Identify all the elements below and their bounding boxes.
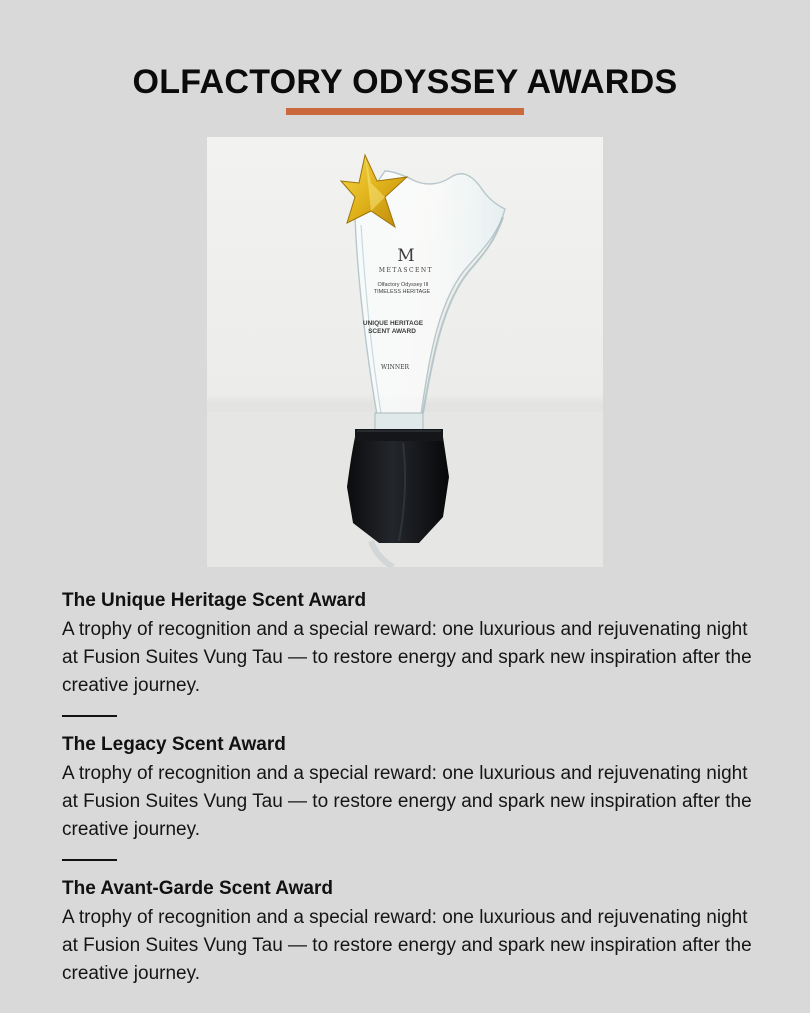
award-item [62, 877, 762, 988]
divider [62, 715, 117, 717]
award-line-2: SCENT AWARD [368, 328, 416, 335]
page-title: OLFACTORY ODYSSEY AWARDS [132, 62, 678, 101]
trophy-illustration [207, 137, 603, 567]
award-title: The Legacy Scent Award [62, 734, 286, 755]
award-line-1: UNIQUE HERITAGE [362, 320, 424, 327]
award-description: A trophy of recognition and a special reward: one luxurious and rejuvenating night at Fusion Suites Vung Tau — to restore energy and spark new inspiration after the creative journey. [62, 907, 752, 984]
brand-mark: M [397, 246, 415, 266]
event-line-2: TIMELESS HERITAGE [373, 289, 431, 295]
awards-list [62, 589, 762, 988]
award-title: The Unique Heritage Scent Award [62, 590, 367, 611]
divider [62, 859, 117, 861]
award-description: A trophy of recognition and a special reward: one luxurious and rejuvenating night at Fusion Suites Vung Tau — to restore energy and spark new inspiration after the creative journey. [62, 619, 752, 696]
award-title: The Avant-Garde Scent Award [62, 878, 333, 899]
trophy-photo [207, 137, 603, 567]
title-underline [286, 108, 524, 115]
award-item [62, 589, 762, 700]
event-line-1: Olfactory Odyssey III [377, 282, 429, 288]
brand-name: METASCENT [378, 267, 434, 274]
award-item [62, 733, 762, 844]
winner-label: WINNER [381, 364, 409, 371]
award-description: A trophy of recognition and a special reward: one luxurious and rejuvenating night at Fusion Suites Vung Tau — to restore energy and spark new inspiration after the creative journey. [62, 763, 752, 840]
